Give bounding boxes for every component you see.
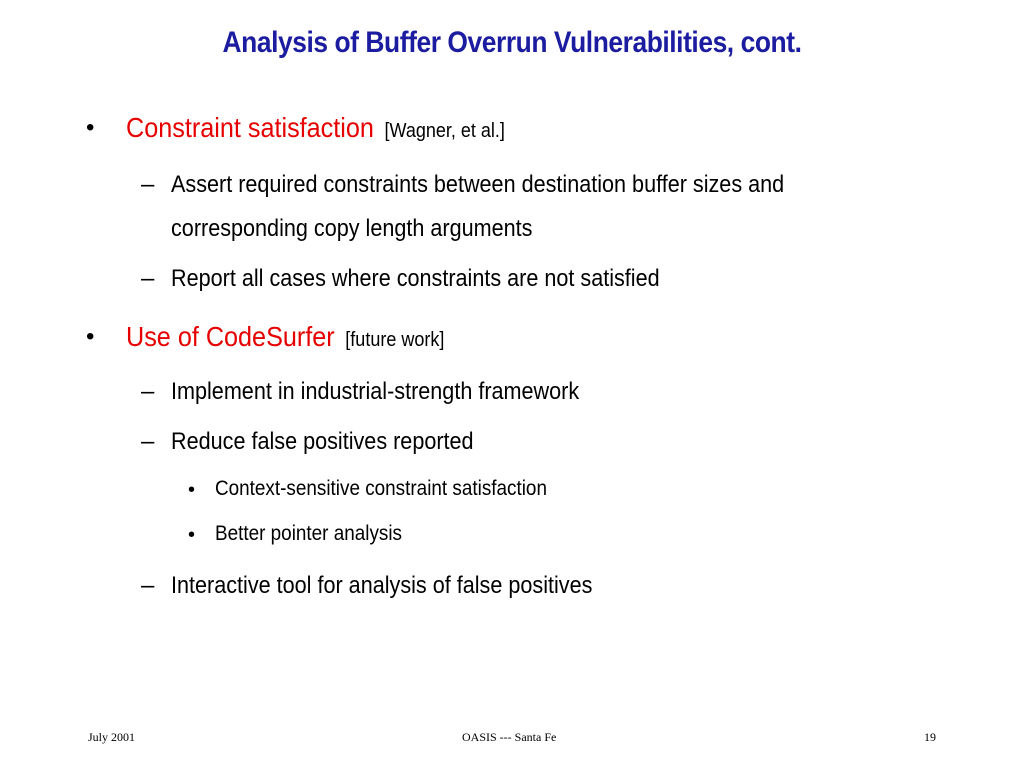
bullet-heading-text: Use of CodeSurfer <box>126 321 335 352</box>
bullet-heading <box>126 112 505 144</box>
bullet-heading-text: Constraint satisfaction <box>126 112 374 143</box>
sub-item-marker: – <box>141 378 155 405</box>
sub-item-text-line: Report all cases where constraints are not satisfied <box>171 265 660 292</box>
sub-item-marker: – <box>141 265 155 292</box>
sub-sub-item-marker: • <box>188 479 196 501</box>
sub-item-text-line: corresponding copy length arguments <box>171 215 533 242</box>
sub-item-marker: – <box>141 428 155 455</box>
footer-page-number: 19 <box>924 730 936 744</box>
sub-item-marker: – <box>141 572 155 599</box>
bullet-marker: • <box>86 114 95 141</box>
bullet-heading-note: [Wagner, et al.] <box>384 120 505 142</box>
sub-item-marker: – <box>141 171 155 198</box>
sub-item-text-line: Assert required constraints between destination buffer sizes and <box>171 171 785 198</box>
slide-title: Analysis of Buffer Overrun Vulnerabilities, cont. <box>222 26 802 59</box>
bullet-heading <box>126 321 444 353</box>
sub-sub-item-text: Context-sensitive constraint satisfaction <box>215 477 547 500</box>
sub-item-text-line: Implement in industrial-strength framework <box>171 378 580 405</box>
sub-sub-item-text: Better pointer analysis <box>215 522 403 545</box>
sub-item-text-line: Interactive tool for analysis of false positives <box>171 572 593 599</box>
sub-sub-item-marker: • <box>188 524 196 546</box>
bullet-heading-note: [future work] <box>345 329 445 351</box>
footer-event: OASIS --- Santa Fe <box>462 730 557 744</box>
footer-date: July 2001 <box>88 730 136 744</box>
bullet-marker: • <box>86 323 95 350</box>
sub-item-text-line: Reduce false positives reported <box>171 428 474 455</box>
